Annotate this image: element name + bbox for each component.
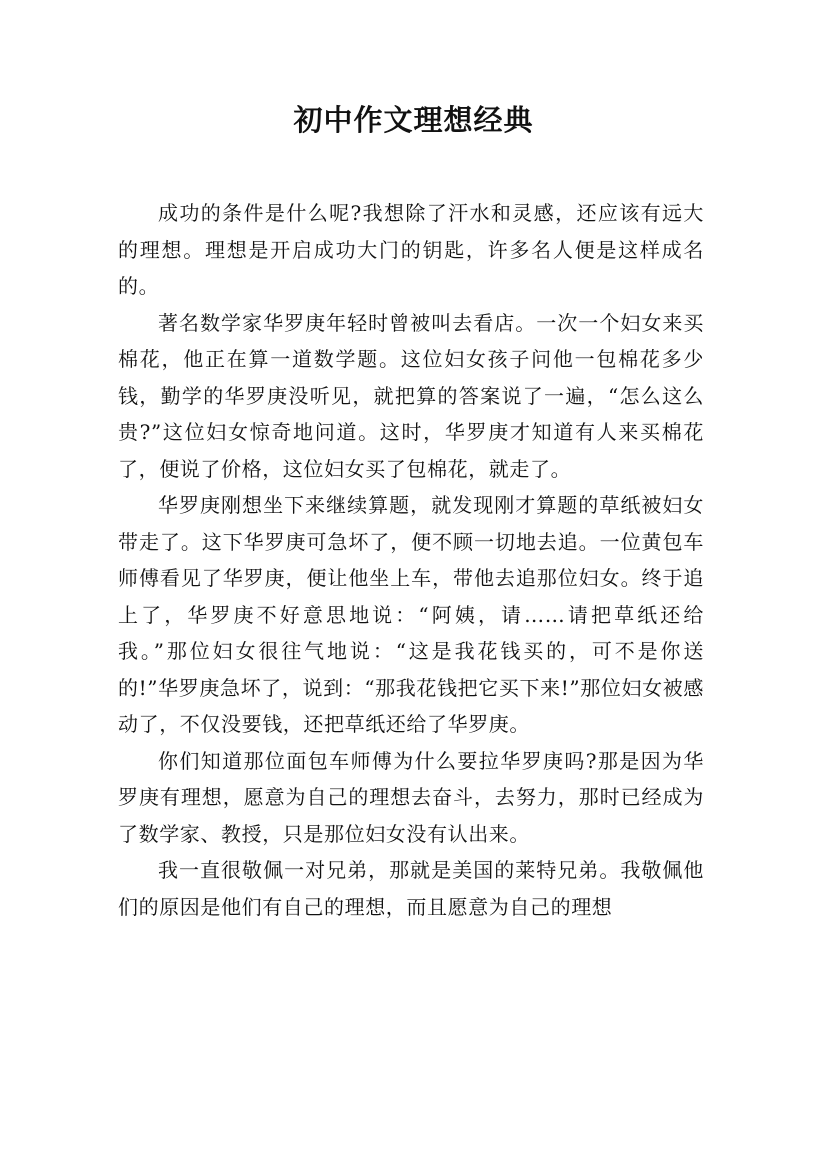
- paragraph: 成功的条件是什么呢?我想除了汗水和灵感，还应该有远大的理想。理想是开启成功大门的钥匙，许多名人便是这样成名的。: [118, 201, 704, 298]
- document-body: [118, 195, 704, 925]
- document-title: 初中作文理想经典: [293, 103, 534, 137]
- paragraph: 我一直很敬佩一对兄弟，那就是美国的莱特兄弟。我敬佩他们的原因是他们有自己的理想，而且愿意为自己的理想: [118, 858, 704, 919]
- paragraph: 你们知道那位面包车师傅为什么要拉华罗庚吗?那是因为华罗庚有理想，愿意为自己的理想去奋斗，去努力，那时已经成为了数学家、教授，只是那位妇女没有认出来。: [118, 748, 704, 846]
- paragraph: 著名数学家华罗庚年轻时曾被叫去看店。一次一个妇女来买棉花，他正在算一道数学题。这位妇女孩子问他一包棉花多少钱，勤学的华罗庚没听见，就把算的答案说了一遍，“怎么这么贵?”这位妇女惊奇地问道。这时，华罗庚才知道有人来买棉花了，便说了价格，这位妇女买了包棉花，就走了。: [118, 310, 704, 481]
- paragraph: 华罗庚刚想坐下来继续算题，就发现刚才算题的草纸被妇女带走了。这下华罗庚可急坏了，便不顾一切地去追。一位黄包车师傅看见了华罗庚，便让他坐上车，带他去追那位妇女。终于追上了，华罗庚不好意思地说：“阿姨，请……请把草纸还给我。”那位妇女很往气地说：“这是我花钱买的，可不是你送的!”华罗庚急坏了，说到：“那我花钱把它买下来!”那位妇女被感动了，不仅没要钱，还把草纸还给了华罗庚。: [118, 493, 704, 736]
